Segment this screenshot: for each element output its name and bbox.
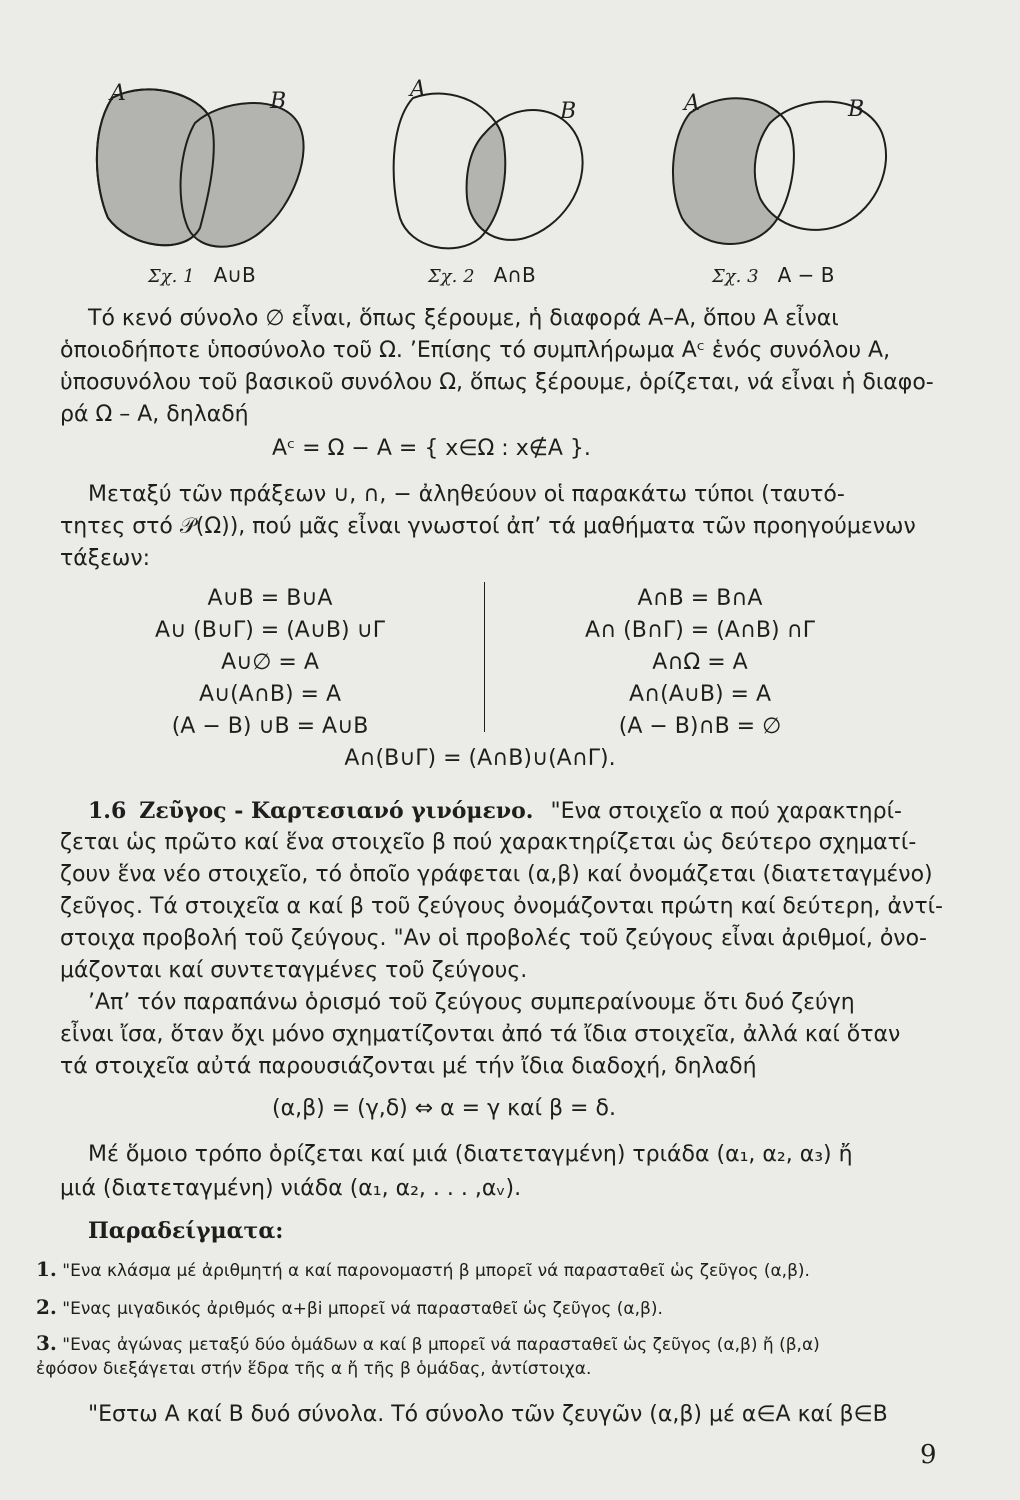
svg-text:A: A <box>684 91 700 116</box>
figure-caption-2: Σχ. 2 A∩B <box>428 263 536 287</box>
venn-figure-difference <box>660 78 900 268</box>
law-right-5: (Α − Β)∩Β = ∅ <box>618 714 782 739</box>
example-3-line-2: ἐφόσον διεξάγεται στήν ἕδρα τῆς α ἤ τῆς β ὁμάδας, ἀντίστοιχα. <box>36 1359 592 1379</box>
para3-line-2: εἶναι ἴσα, ὅταν ὄχι μόνο σχηματίζονται ἀπό τά ἴδια στοιχεῖα, ἀλλά καί ὅταν <box>60 1022 901 1047</box>
section-number: 1.6 <box>88 798 127 824</box>
last-line: "Εστω Α καί Β δυό σύνολα. Τό σύνολο τῶν ζευγῶν (α,β) μέ α∈Α καί β∈Β <box>88 1402 888 1427</box>
law-left-2: Α∪ (Β∪Γ) = (Α∪Β) ∪Γ <box>155 618 385 643</box>
para2-line-3: τάξεων: <box>60 546 151 571</box>
intersection-region <box>467 110 583 240</box>
example-1: 1. "Ενα κλάσμα μέ ἀριθμητή α καί παρονομαστή β μπορεῖ νά παρασταθεῖ ὡς ζεῦγος (α,β). <box>36 1257 810 1281</box>
example-2: 2. "Ενας μιγαδικός ἀριθμός α+βi μπορεῖ νά παρασταθεῖ ὡς ζεῦγος (α,β). <box>36 1295 663 1319</box>
para2-line-2: τητες στό 𝒫(Ω)), πού μᾶς εἶναι γνωστοί ἀπ’ τά μαθήματα τῶν προηγούμενων <box>60 514 916 539</box>
para3-line-3: τά στοιχεῖα αὐτά παρουσιάζονται μέ τήν ἴδια διαδοχή, δηλαδή <box>60 1054 757 1079</box>
set-b-region <box>181 103 304 247</box>
svg-text:A: A <box>410 78 426 102</box>
para4-line-2: μιά (διατεταγμένη) νιάδα (α₁, α₂, . . . ,αᵥ). <box>60 1176 522 1201</box>
law-left-4: Α∪(Α∩Β) = Α <box>198 682 342 707</box>
section-line-1: "Ενα στοιχεῖο α πού χαρακτηρί- <box>550 799 902 824</box>
para3-line-1: ’Απ’ τόν παραπάνω ὁρισμό τοῦ ζεύγους συμπεραίνουμε ὅτι δυό ζεύγη <box>88 990 855 1015</box>
law-left-5: (Α − Β) ∪Β = Α∪Β <box>171 714 369 739</box>
page-number: 9 <box>920 1440 937 1470</box>
section-line-2: ζεται ὡς πρῶτο καί ἕνα στοιχεῖο β πού χαρακτηρίζεται ὡς δεύτερο σχηματί- <box>60 830 917 855</box>
section-title: Ζεῦγος - Καρτεσιανό γινόμενο. <box>139 798 534 824</box>
law-right-4: Α∩(Α∪Β) = Α <box>628 682 772 707</box>
laws-divider <box>484 582 485 732</box>
section-line-6: μάζονται καί συντεταγμένες τοῦ ζεύγους. <box>60 958 528 983</box>
law-left-1: Α∪Β = Β∪Α <box>207 586 333 611</box>
section-line-4: ζεῦγος. Τά στοιχεῖα α καί β τοῦ ζεύγους ὀνομάζονται πρώτη καί δεύτερη, ἀντί- <box>60 894 943 919</box>
pair-equality-formula: (α,β) = (γ,δ) ⇔ α = γ καί β = δ. <box>272 1096 616 1121</box>
section-line-3: ζουν ἕνα νέο στοιχεῖο, τό ὁποῖο γράφεται (α,β) καί ὀνομάζεται (διατεταγμένο) <box>60 862 933 887</box>
law-right-2: Α∩ (Β∩Γ) = (Α∩Β) ∩Γ <box>585 618 815 643</box>
svg-text:B: B <box>560 99 577 124</box>
para1-line-4: ρά Ω – Α, δηλαδή <box>60 402 249 427</box>
set-b-label: B <box>270 89 287 114</box>
example-number: 1. <box>36 1257 57 1281</box>
para1-line-1: Τό κενό σύνολο ∅ εἶναι, ὅπως ξέρουμε, ἡ διαφορά Α–Α, ὅπου Α εἶναι <box>88 306 839 331</box>
figure-caption-1: Σχ. 1 A∪B <box>148 263 256 287</box>
set-a-label: A <box>110 81 126 106</box>
para1-line-3: ὑποσυνόλου τοῦ βασικοῦ συνόλου Ω, ὅπως ξέρουμε, ὁρίζεται, νά εἶναι ἡ διαφο- <box>60 370 934 395</box>
law-left-3: Α∪∅ = Α <box>221 650 319 675</box>
figure-caption-3: Σχ. 3 A − B <box>712 263 835 287</box>
para1-line-2: ὁποιοδήποτε ὑποσύνολο τοῦ Ω. ’Επίσης τό συμπλήρωμα Αᶜ ἑνός συνόλου Α, <box>60 338 891 363</box>
law-bottom: Α∩(Β∪Γ) = (Α∩Β)∪(Α∩Γ). <box>344 746 616 771</box>
venn-figure-union <box>90 78 330 268</box>
section-line-5: στοιχα προβολή τοῦ ζεύγους. "Αν οἱ προβολές τοῦ ζεύγους εἶναι ἀριθμοί, ὀνο- <box>60 926 927 951</box>
venn-figure-intersection <box>385 78 605 268</box>
example-number: 2. <box>36 1295 57 1319</box>
example-number: 3. <box>36 1331 57 1355</box>
para2-line-1: Μεταξύ τῶν πράξεων ∪, ∩, − ἀληθεύουν οἱ παρακάτω τύποι (ταυτό- <box>88 482 845 507</box>
example-3: 3. "Ενας ἀγώνας μεταξύ δύο ὁμάδων α καί β μπορεῖ νά παρασταθεῖ ὡς ζεῦγος (α,β) ἤ (β,α) <box>36 1331 820 1355</box>
svg-text:B: B <box>848 97 865 122</box>
section-heading-line <box>88 796 902 827</box>
complement-formula: Αᶜ = Ω − Α = { x∈Ω : x∉Α }. <box>272 436 591 461</box>
examples-heading: Παραδείγματα: <box>88 1218 284 1244</box>
law-right-3: Α∩Ω = Α <box>652 650 748 675</box>
law-right-1: Α∩Β = Β∩Α <box>637 586 763 611</box>
para4-line-1: Μέ ὅμοιο τρόπο ὁρίζεται καί μιά (διατεταγμένη) τριάδα (α₁, α₂, α₃) ἤ <box>88 1142 853 1167</box>
